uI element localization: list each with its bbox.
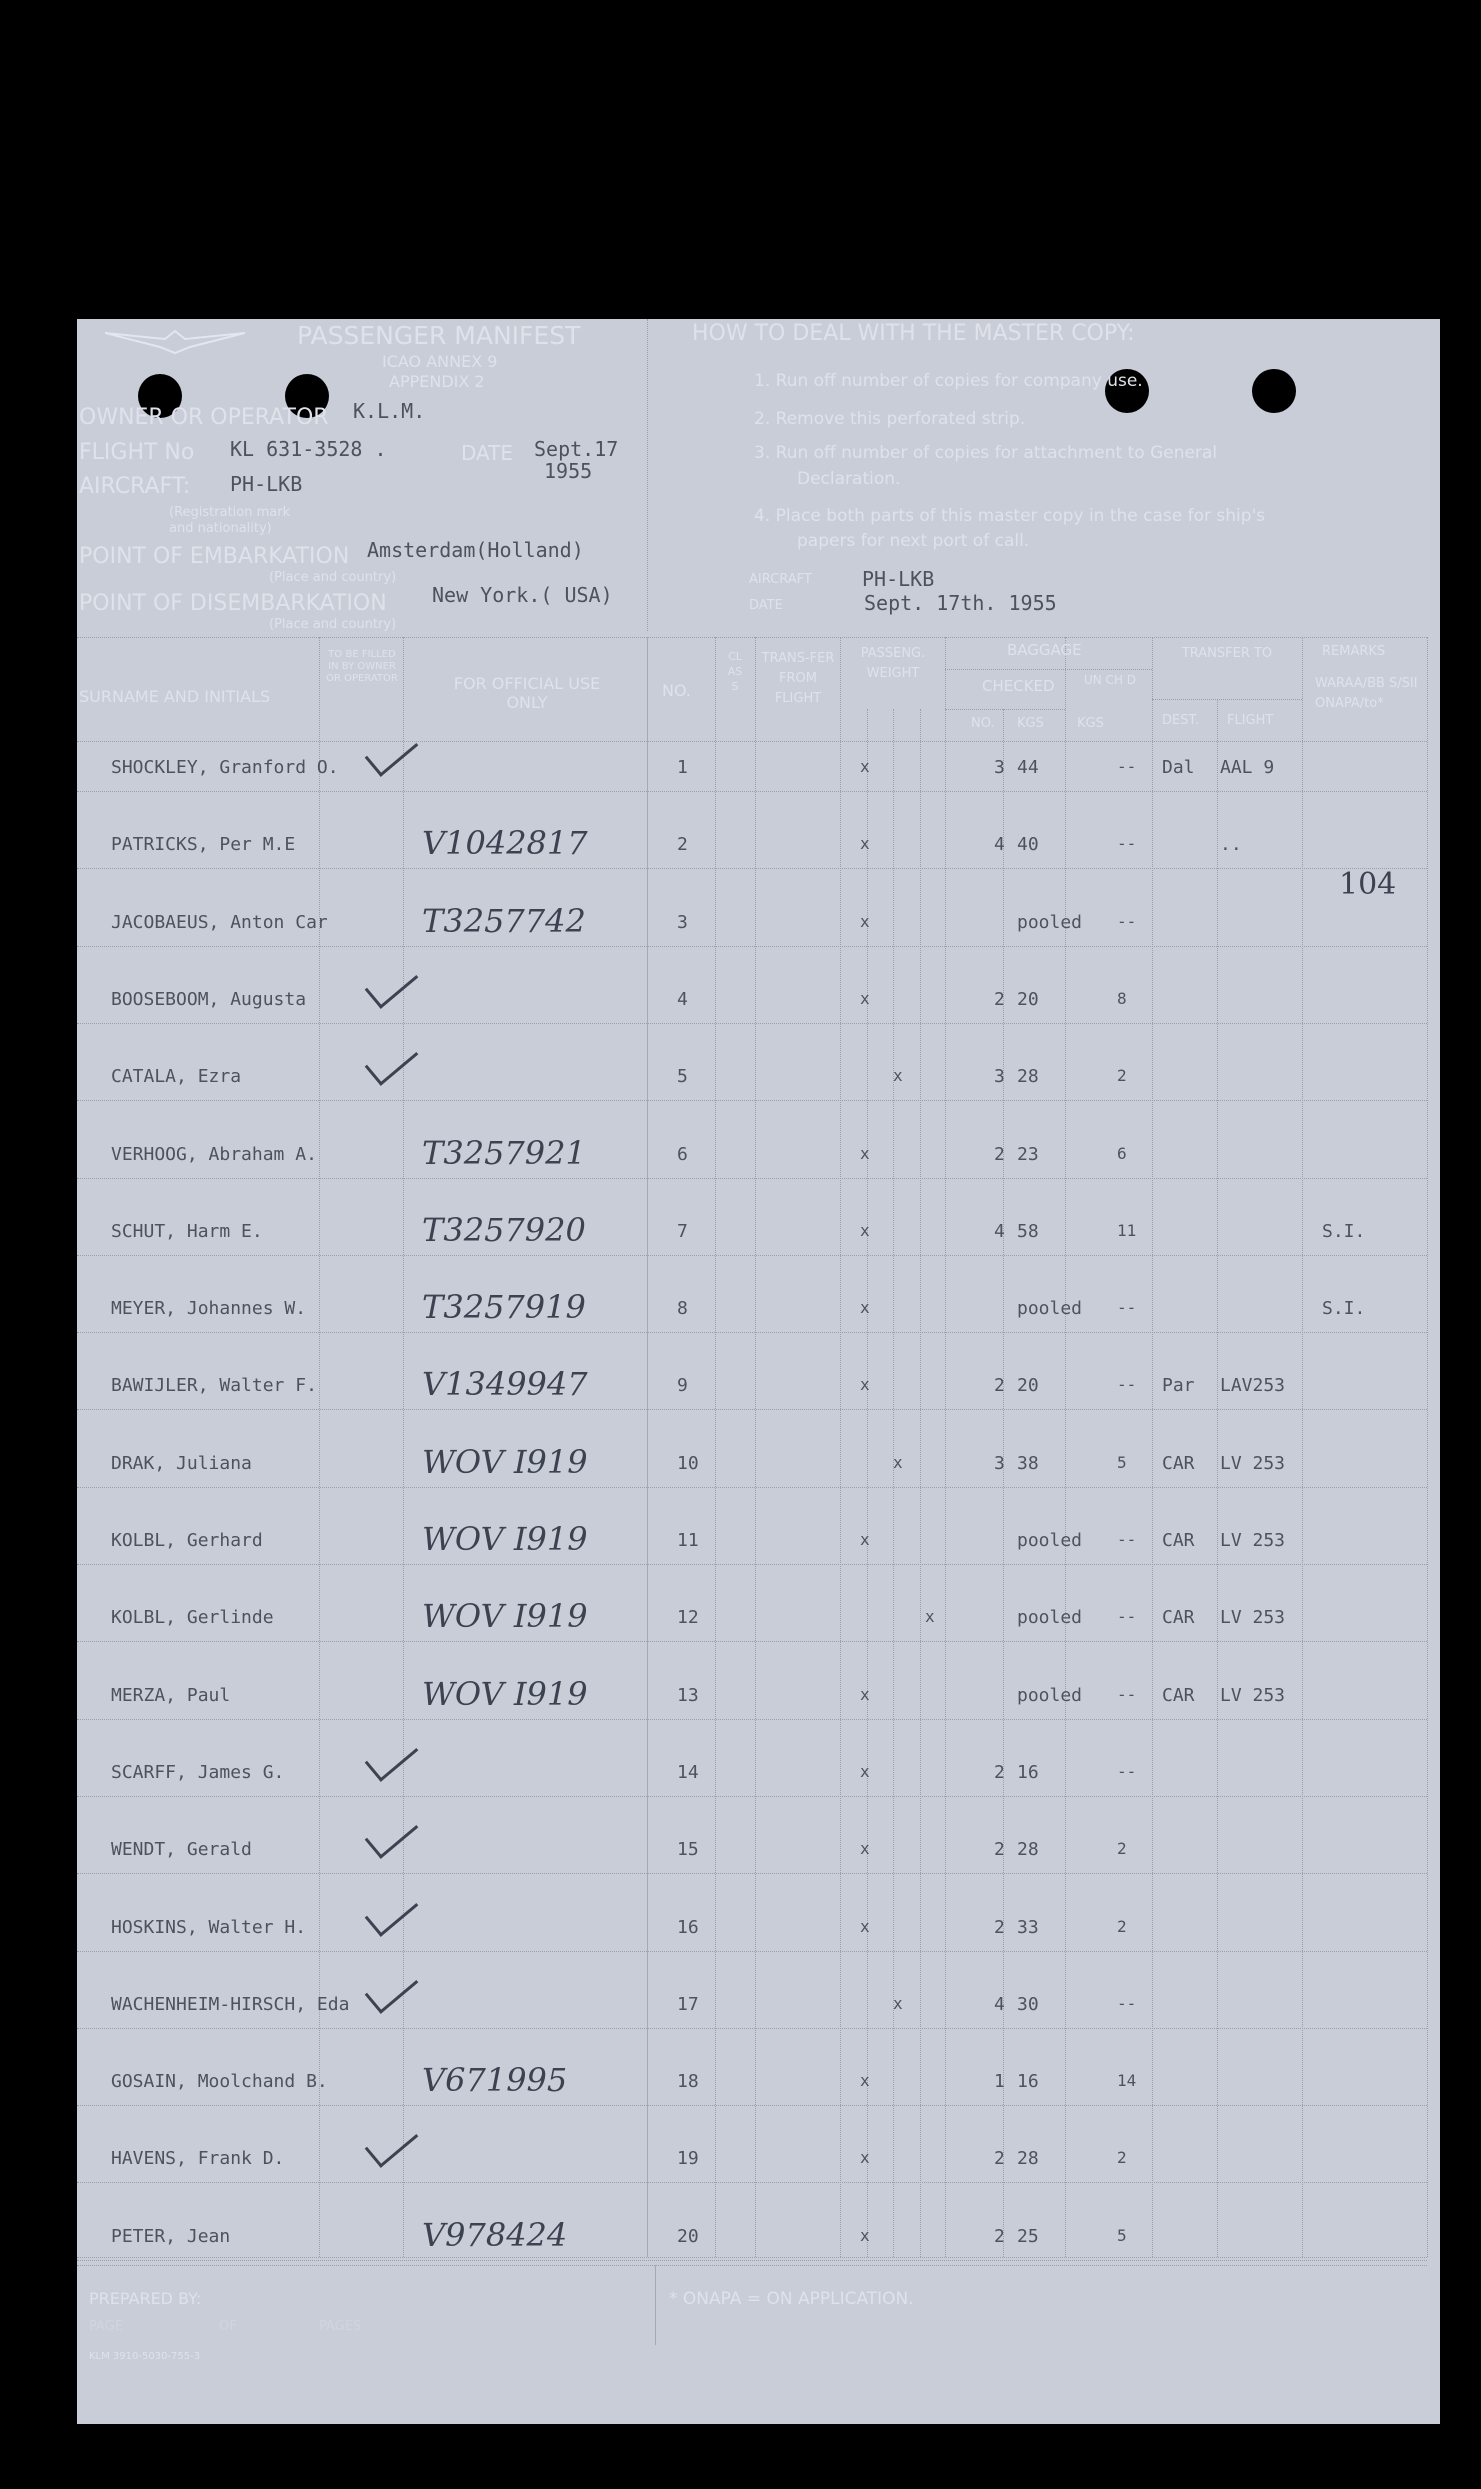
row-rule [77,2105,1427,2106]
header-kgs-unchecked: KGS [1077,716,1104,731]
unchecked-kgs: -- [1117,1607,1137,1626]
weight-mark: x [860,834,870,853]
row-rule [77,2182,1427,2183]
passenger-name: SCHUT, Harm E. [111,1221,263,1242]
passenger-name: BAWIJLER, Walter F. [111,1375,317,1396]
disembarkation-value: New York.( USA) [432,583,613,607]
col-rule [403,637,404,2257]
col-rule [920,709,921,2257]
passenger-number: 9 [677,1375,688,1396]
baggage-kgs: pooled [1017,1298,1083,1319]
passenger-name: KOLBL, Gerhard [111,1530,263,1551]
passenger-name: HAVENS, Frank D. [111,2148,285,2169]
row-rule [77,1100,1427,1101]
row-rule [77,1564,1427,1565]
baggage-kgs: pooled [1017,1607,1083,1628]
header-passenger-weight: PASSENG. WEIGHT [860,646,926,681]
baggage-count: 3 [994,757,1005,778]
row-rule [77,1873,1427,1874]
col-rule [1217,699,1218,2257]
instructions-title: HOW TO DEAL WITH THE MASTER COPY: [692,321,1135,346]
row-rule [77,1641,1427,1642]
row-rule [77,1255,1427,1256]
col-rule [1427,637,1428,2257]
annex-line-1: ICAO ANNEX 9 [382,352,498,371]
table-bottom-rule [77,2257,1427,2258]
header-remarks: REMARKS [1322,644,1386,659]
baggage-kgs: 44 [1017,757,1039,778]
header-surname: SURNAME AND INITIALS [79,687,271,706]
instruction-4: 4. Place both parts of this master copy in the case for ship's [754,506,1266,526]
remarks: S.I. [1322,1221,1366,1242]
unchecked-kgs: 11 [1117,1221,1137,1240]
passenger-number: 11 [677,1530,699,1551]
registration-note-2: and nationality) [169,521,272,536]
row-rule [77,791,1427,792]
instruction-1: 1. Run off number of copies for company use. [754,371,1143,391]
baggage-count: 3 [994,1066,1005,1087]
baggage-count: 2 [994,989,1005,1010]
passenger-name: WACHENHEIM-HIRSCH, Eda [111,1994,350,2015]
baggage-count: 2 [994,1144,1005,1165]
passenger-name: JACOBAEUS, Anton Car [111,912,328,933]
header-dest: DEST. [1162,713,1200,728]
col-rule [893,709,894,2257]
col-rule [867,709,868,2257]
weight-mark: x [860,2226,870,2245]
baggage-kgs: 25 [1017,2226,1039,2247]
flight-value: KL 631-3528 . [230,437,387,461]
passenger-number: 8 [677,1298,688,1319]
aircraft-value: PH-LKB [230,472,303,496]
baggage-count: 4 [994,1221,1005,1242]
unchecked-kgs: 2 [1117,1839,1127,1858]
baggage-kgs: 28 [1017,2148,1039,2169]
weight-mark: x [893,1994,903,2013]
transfer-flight: .. [1220,834,1242,855]
klm-wings-logo [105,325,245,355]
header-remarks-codes: WARAA/BB S/SII ONAPA/to* [1315,676,1418,711]
transfer-flight: LV 253 [1220,1530,1286,1551]
passenger-number: 5 [677,1066,688,1087]
transfer-flight: LAV253 [1220,1375,1286,1396]
check-mark-icon [365,1731,419,1782]
passenger-name: PETER, Jean [111,2226,231,2247]
weight-mark: x [860,2071,870,2090]
passenger-name: PATRICKS, Per M.E [111,834,296,855]
baggage-kgs: 20 [1017,1375,1039,1396]
weight-mark: x [860,1221,870,1240]
transfer-flight: LV 253 [1220,1453,1286,1474]
weight-mark: x [860,1144,870,1163]
header-baggage-no: NO. [971,716,995,731]
form-code: KLM 3910-5030-755-3 [89,2351,201,2362]
check-mark-icon [365,1035,419,1086]
passport-number: V1042817 [422,824,588,862]
baggage-kgs: pooled [1017,1530,1083,1551]
unchecked-kgs: 2 [1117,2148,1127,2167]
unchecked-kgs: 5 [1117,2226,1127,2245]
baggage-count: 2 [994,1917,1005,1938]
header-official: FOR OFFICIAL USE ONLY [453,674,601,712]
header-transfer-to: TRANSFER TO [1181,646,1273,661]
header-baggage: BAGGAGE [1007,641,1082,659]
check-mark-icon [365,726,419,777]
header-class: CLASS [727,650,743,693]
form-title: PASSENGER MANIFEST [297,321,581,350]
manifest-sheet [77,319,1440,2424]
col-rule [945,637,946,2257]
margin-annotation-104: 104 [1339,867,1397,902]
passport-number: V671995 [422,2061,568,2099]
unchecked-kgs: -- [1117,1762,1137,1781]
transfer-flight: LV 253 [1220,1607,1286,1628]
passport-number: V978424 [422,2216,568,2254]
baggage-kgs: 38 [1017,1453,1039,1474]
baggage-kgs: 23 [1017,1144,1039,1165]
check-mark-icon [365,2117,419,2168]
row-rule [77,1951,1427,1952]
baggage-kgs: pooled [1017,1685,1083,1706]
row-rule [77,1719,1427,1720]
col-rule [1152,637,1153,2257]
disembarkation-note: (Place and country) [269,617,397,632]
unchecked-kgs: 6 [1117,1144,1127,1163]
passenger-number: 18 [677,2071,699,2092]
page-label: PAGE [89,2319,123,2334]
weight-mark: x [860,2148,870,2167]
table-bottom-rule-2 [77,2265,1427,2266]
passport-number: WOV I919 [422,1597,588,1635]
unchecked-kgs: -- [1117,757,1137,776]
weight-mark: x [860,1298,870,1317]
passport-number: WOV I919 [422,1520,588,1558]
embarkation-label: POINT OF EMBARKATION [79,544,350,569]
unchecked-kgs: -- [1117,1530,1137,1549]
transfer-dest: CAR [1162,1530,1195,1551]
passenger-name: MEYER, Johannes W. [111,1298,307,1319]
weight-mark: x [860,1839,870,1858]
passenger-number: 20 [677,2226,699,2247]
unchecked-kgs: -- [1117,1994,1137,2013]
passenger-number: 3 [677,912,688,933]
header-flight: FLIGHT [1227,713,1274,728]
embarkation-note: (Place and country) [269,570,397,585]
baggage-kgs: 16 [1017,2071,1039,2092]
unchecked-kgs: 14 [1117,2071,1137,2090]
sub-rule [1152,699,1302,700]
disembarkation-label: POINT OF DISEMBARKATION [79,591,387,616]
instruction-3b: Declaration. [797,469,901,489]
check-mark-icon [365,1886,419,1937]
header-transfer-from: TRANS-FER FROM FLIGHT [761,651,835,706]
passport-number: WOV I919 [422,1675,588,1713]
baggage-count: 2 [994,1839,1005,1860]
passenger-name: CATALA, Ezra [111,1066,242,1087]
passenger-number: 14 [677,1762,699,1783]
col-rule [647,637,648,2257]
col-rule [1065,637,1066,2257]
passenger-name: SHOCKLEY, Granford O. [111,757,339,778]
baggage-count: 3 [994,1453,1005,1474]
row-rule [77,1409,1427,1410]
row-rule [77,1023,1427,1024]
unchecked-kgs: -- [1117,912,1137,931]
instruction-2: 2. Remove this perforated strip. [754,409,1026,429]
col-rule [1003,709,1004,2257]
perforation-line [647,319,648,631]
unchecked-kgs: 5 [1117,1453,1127,1472]
table-top-rule [77,637,1427,638]
weight-mark: x [860,1762,870,1781]
col-rule [1302,637,1303,2257]
passenger-name: KOLBL, Gerlinde [111,1607,274,1628]
header-unchecked: UN CH D [1083,673,1137,687]
passenger-number: 2 [677,834,688,855]
transfer-dest: CAR [1162,1453,1195,1474]
header-checked: CHECKED [982,677,1055,695]
header-kgs: KGS [1017,716,1044,731]
row-rule [77,1332,1427,1333]
transfer-flight: AAL 9 [1220,757,1275,778]
passport-number: WOV I919 [422,1443,588,1481]
passenger-name: DRAK, Juliana [111,1453,252,1474]
passport-number: T3257742 [422,902,586,940]
transfer-dest: CAR [1162,1607,1195,1628]
passenger-number: 16 [677,1917,699,1938]
passenger-name: BOOSEBOOM, Augusta [111,989,307,1010]
passenger-number: 15 [677,1839,699,1860]
transfer-dest: Par [1162,1375,1195,1396]
date-value-1: Sept.17 [534,437,619,461]
passport-number: T3257920 [422,1211,586,1249]
weight-mark: x [893,1453,903,1472]
header-by-owner: TO BE FILLED IN BY OWNER OR OPERATOR [326,649,398,684]
weight-mark: x [860,1917,870,1936]
passenger-name: GOSAIN, Moolchand B. [111,2071,328,2092]
weight-mark: x [860,1530,870,1549]
baggage-count: 2 [994,2148,1005,2169]
check-mark-icon [365,1808,419,1859]
baggage-kgs: 16 [1017,1762,1039,1783]
instruction-4b: papers for next port of call. [797,531,1030,551]
weight-mark: x [860,989,870,1008]
baggage-kgs: 28 [1017,1839,1039,1860]
registration-note-1: (Registration mark [169,505,291,520]
row-rule [77,1796,1427,1797]
baggage-kgs: 30 [1017,1994,1039,2015]
transfer-dest: Dal [1162,757,1195,778]
prepared-by-label: PREPARED BY: [89,2289,202,2308]
baggage-kgs: 28 [1017,1066,1039,1087]
row-rule [77,946,1427,947]
weight-mark: x [860,1685,870,1704]
baggage-count: 4 [994,1994,1005,2015]
owner-label: OWNER OR OPERATOR [79,405,329,430]
sub-rule [945,669,1152,670]
date-value-2: 1955 [544,459,593,483]
col-rule [715,637,716,2257]
passport-number: T3257921 [422,1134,586,1172]
col-rule [840,637,841,2257]
aircraft-label: AIRCRAFT: [79,474,191,499]
baggage-kgs: 58 [1017,1221,1039,1242]
baggage-count: 2 [994,1375,1005,1396]
passenger-name: WENDT, Gerald [111,1839,252,1860]
passenger-name: HOSKINS, Walter H. [111,1917,307,1938]
master-aircraft-value: PH-LKB [862,567,935,591]
row-rule [77,1178,1427,1179]
row-rule [77,868,1427,869]
instruction-3: 3. Run off number of copies for attachment to General [754,443,1218,463]
passenger-number: 12 [677,1607,699,1628]
baggage-count: 2 [994,1762,1005,1783]
passenger-name: MERZA, Paul [111,1685,231,1706]
passenger-number: 1 [677,757,688,778]
owner-value: K.L.M. [353,399,426,423]
remarks: S.I. [1322,1298,1366,1319]
onapa-footnote: * ONAPA = ON APPLICATION. [669,2289,914,2309]
unchecked-kgs: 2 [1117,1066,1127,1085]
passenger-number: 6 [677,1144,688,1165]
unchecked-kgs: -- [1117,1685,1137,1704]
master-date-value: Sept. 17th. 1955 [864,591,1057,615]
passenger-number: 7 [677,1221,688,1242]
annex-line-2: APPENDIX 2 [389,372,485,391]
passport-number: V1349947 [422,1365,588,1403]
unchecked-kgs: 8 [1117,989,1127,1008]
sub-rule [945,709,1065,710]
flight-label: FLIGHT No [79,440,195,465]
transfer-dest: CAR [1162,1685,1195,1706]
baggage-kgs: pooled [1017,912,1083,933]
passenger-number: 13 [677,1685,699,1706]
baggage-count: 4 [994,834,1005,855]
check-mark-icon [365,1963,419,2014]
unchecked-kgs: -- [1117,834,1137,853]
passport-number: T3257919 [422,1288,586,1326]
date-label: DATE [461,441,514,465]
master-date-label: DATE [749,598,783,613]
row-rule [77,2028,1427,2029]
unchecked-kgs: -- [1117,1298,1137,1317]
row-rule [77,2260,1427,2261]
passenger-number: 17 [677,1994,699,2015]
baggage-count: 1 [994,2071,1005,2092]
of-label: OF [219,2319,237,2334]
weight-mark: x [860,912,870,931]
punch-hole [1252,369,1296,413]
baggage-count: 2 [994,2226,1005,2247]
pages-label: PAGES [319,2319,362,2334]
baggage-kgs: 33 [1017,1917,1039,1938]
transfer-flight: LV 253 [1220,1685,1286,1706]
row-rule [77,1487,1427,1488]
baggage-kgs: 40 [1017,834,1039,855]
baggage-kgs: 20 [1017,989,1039,1010]
footer-divider [655,2265,656,2345]
weight-mark: x [925,1607,935,1626]
col-rule [755,637,756,2257]
header-no: NO. [662,681,691,700]
unchecked-kgs: -- [1117,1375,1137,1394]
passenger-number: 4 [677,989,688,1010]
check-mark-icon [365,958,419,1009]
master-aircraft-label: AIRCRAFT [749,572,812,587]
weight-mark: x [860,1375,870,1394]
passenger-number: 10 [677,1453,699,1474]
weight-mark: x [860,757,870,776]
embarkation-value: Amsterdam(Holland) [367,538,584,562]
passenger-name: SCARFF, James G. [111,1762,285,1783]
weight-mark: x [893,1066,903,1085]
unchecked-kgs: 2 [1117,1917,1127,1936]
passenger-name: VERHOOG, Abraham A. [111,1144,317,1165]
header-bottom-rule [77,741,1427,742]
passenger-number: 19 [677,2148,699,2169]
